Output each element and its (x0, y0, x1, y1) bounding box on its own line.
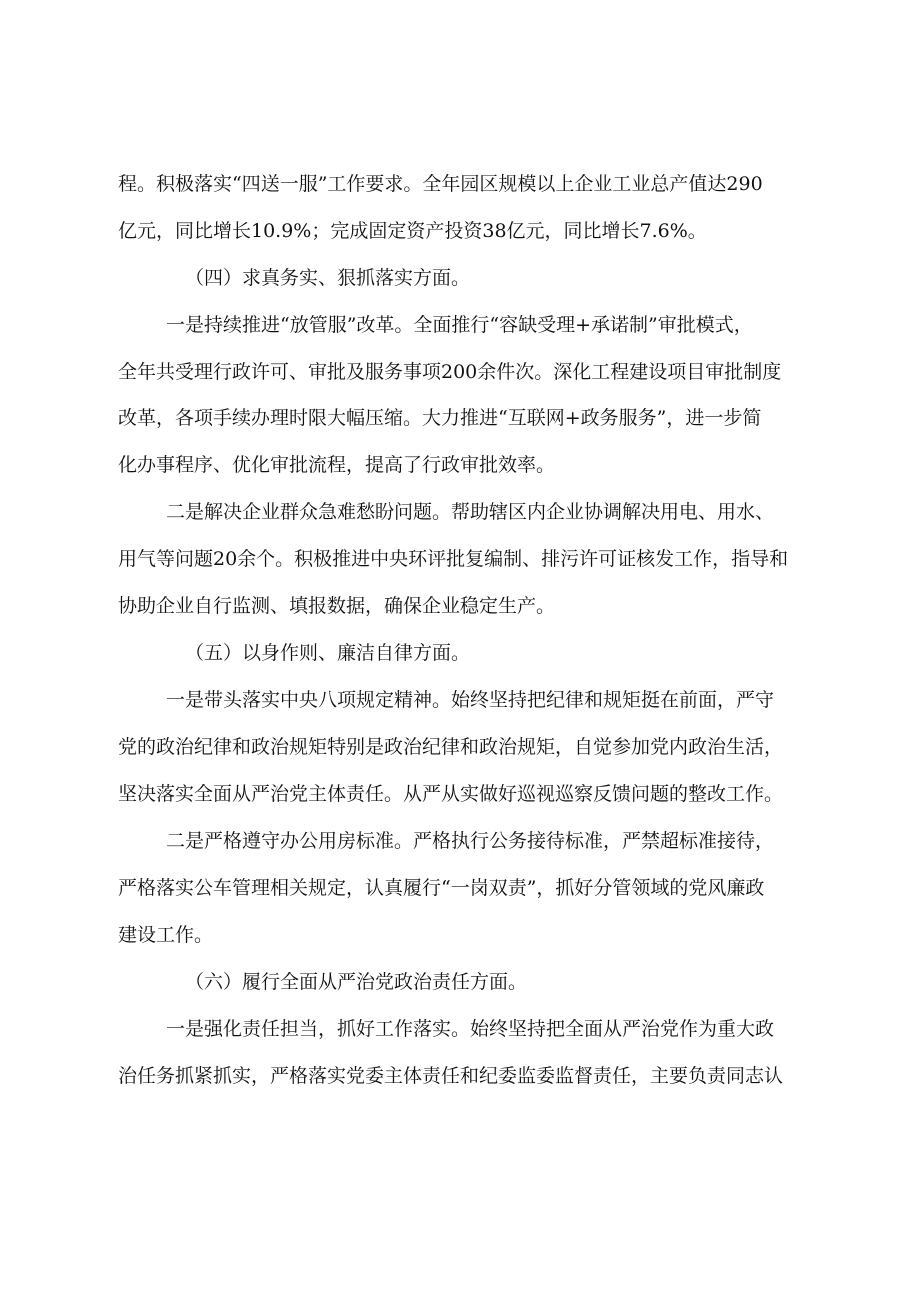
text-line: 严格落实公车管理相关规定，认真履行“一岗双责”，抓好分管领域的党风廉政 (118, 877, 765, 899)
section-heading: （四）求真务实、狠抓落实方面。 (185, 267, 471, 289)
text-line: 全年共受理行政许可、审批及服务事项200余件次。深化工程建设项目审批制度 (118, 361, 782, 383)
section-heading: （五）以身作则、廉洁自律方面。 (185, 642, 471, 664)
section-heading: （六）履行全面从严治党政治责任方面。 (185, 971, 528, 993)
paragraph-start: 一是持续推进“放管服”改革。全面推行“容缺受理+承诺制”审批模式， (166, 314, 753, 336)
text-line: 化办事程序、优化审批流程，提高了行政审批效率。 (118, 454, 556, 476)
paragraph-start: 二是严格遵守办公用房标准。严格执行公务接待标准，严禁超标准接待， (166, 830, 775, 852)
text-line: 程。积极落实“四送一服”工作要求。全年园区规模以上企业工业总产值达290 (118, 173, 763, 195)
text-line: 党的政治纪律和政治规矩特别是政治纪律和政治规矩，自觉参加党内政治生活， (118, 736, 784, 758)
text-line: 亿元，同比增长10.9%；完成固定资产投资38亿元，同比增长7.6%。 (118, 220, 707, 242)
text-line: 治任务抓紧抓实，严格落实党委主体责任和纪委监委监督责任，主要负责同志认 (118, 1065, 784, 1087)
paragraph-start: 一是强化责任担当，抓好工作落实。始终坚持把全面从严治党作为重大政 (166, 1018, 775, 1040)
text-line: 改革，各项手续办理时限大幅压缩。大力推进“互联网+政务服务”，进一步简 (118, 407, 762, 429)
paragraph-start: 二是解决企业群众急难愁盼问题。帮助辖区内企业协调解决用电、用水、 (166, 501, 775, 523)
text-line: 协助企业自行监测、填报数据，确保企业稳定生产。 (118, 595, 556, 617)
paragraph-start: 一是带头落实中央八项规定精神。始终坚持把纪律和规矩挺在前面，严守 (166, 689, 775, 711)
text-line: 建设工作。 (118, 924, 214, 946)
text-line: 坚决落实全面从严治党主体责任。从严从实做好巡视巡察反馈问题的整改工作。 (118, 783, 784, 805)
text-line: 用气等问题20余个。积极推进中央环评批复编制、排污许可证核发工作，指导和 (118, 548, 789, 570)
